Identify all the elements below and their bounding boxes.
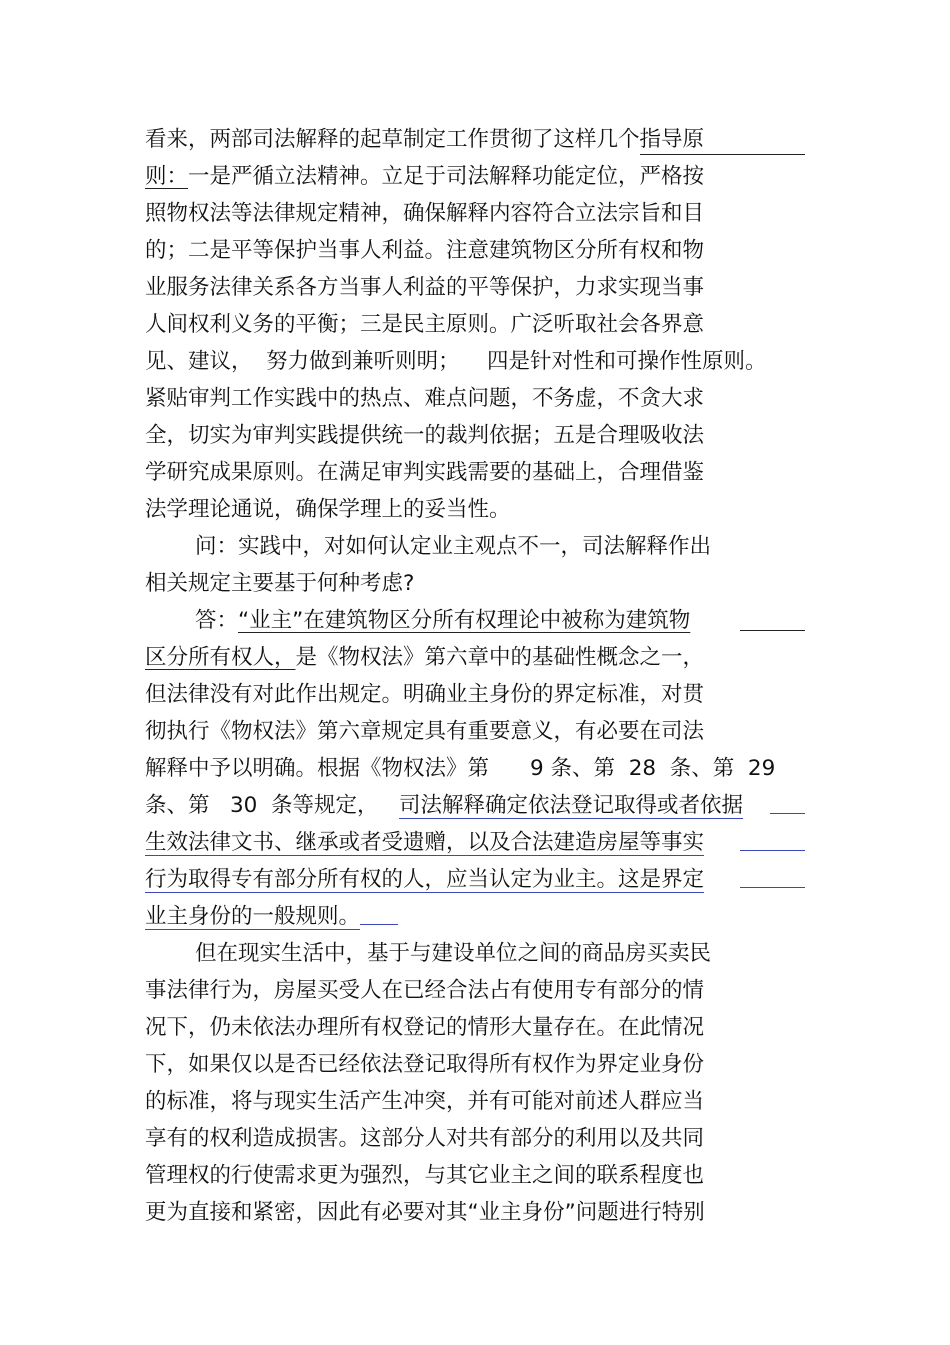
highlighted-text: 司法解释确定依法登记取得或者依据 — [399, 793, 744, 818]
highlighted-text: 业主身份的一般规则。 — [145, 904, 361, 929]
text-line: 人间权利义务的平衡；三是民主原则。广泛听取社会各界意 — [145, 312, 705, 337]
text-line: 但法律没有对此作出规定。明确业主身份的界定标准，对贯 — [145, 682, 705, 707]
text-line — [145, 828, 704, 858]
underline-rule — [740, 887, 805, 888]
text-line: 紧贴审判工作实践中的热点、难点问题，不务虚，不贪大求 — [145, 386, 705, 411]
text-line — [145, 791, 743, 821]
text-line: 全，切实为审判实践提供统一的裁判依据；五是合理吸收法 — [145, 423, 705, 448]
text-line: 下，如果仅以是否已经依法登记取得所有权作为界定业身份 — [145, 1052, 705, 1077]
highlighted-text: 行为取得专有部分所有权的人，应当认定为业主。这是界定 — [145, 867, 705, 892]
text-line: 照物权法等法律规定精神，确保解释内容符合立法宗旨和目 — [145, 201, 705, 226]
text-line: 的标准，将与现实生活产生冲突，并有可能对前述人群应当 — [145, 1089, 705, 1114]
text-line — [145, 902, 360, 932]
underline-rule — [640, 154, 805, 155]
underlined-text: 则： — [145, 164, 189, 189]
underline-rule — [770, 813, 805, 814]
text-line: 法学理论通说，确保学理上的妥当性。 — [145, 497, 511, 522]
text-span: 条、第 30 条等规定， — [145, 793, 400, 818]
text-line: 况下，仍未依法办理所有权登记的情形大量存在。在此情况 — [145, 1015, 705, 1040]
text-line: 享有的权利造成损害。这部分人对共有部分的利用以及共同 — [145, 1126, 705, 1151]
text-line: 彻执行《物权法》第六章规定具有重要意义，有必要在司法 — [145, 719, 705, 744]
text-line: 解释中予以明确。根据《物权法》第 9 条、第 28 条、第 29 — [145, 756, 776, 781]
text-line: 事法律行为，房屋买受人在已经合法占有使用专有部分的情 — [145, 978, 705, 1003]
text-line: 学研究成果原则。在满足审判实践需要的基础上，合理借鉴 — [145, 460, 705, 485]
answer-line — [195, 606, 690, 636]
text-line: 相关规定主要基于何种考虑? — [145, 571, 415, 596]
text-line: 的；二是平等保护当事人利益。注意建筑物区分所有权和物 — [145, 238, 705, 263]
underline-rule — [740, 850, 805, 851]
paragraph-start-line: 但在现实生活中，基于与建设单位之间的商品房买卖民 — [195, 941, 712, 966]
underline-rule — [740, 630, 805, 631]
text-span: 一是严循立法精神。立足于司法解释功能定位，严格按 — [188, 164, 705, 189]
answer-label: 答： — [195, 608, 239, 633]
text-line: 更为直接和紧密，因此有必要对其“业主身份”问题进行特别 — [145, 1200, 705, 1225]
text-line: 看来，两部司法解释的起草制定工作贯彻了这样几个指导原 — [145, 127, 705, 152]
underlined-text: “业主”在建筑物区分所有权理论中被称为建筑物 — [238, 608, 691, 633]
text-span: 是《物权法》第六章中的基础性概念之一， — [295, 645, 705, 670]
text-line: 业服务法律关系各方当事人利益的平等保护，力求实现当事 — [145, 275, 705, 300]
text-line — [145, 643, 704, 673]
underlined-text: 区分所有权人， — [145, 645, 296, 670]
question-line: 问：实践中，对如何认定业主观点不一，司法解释作出 — [195, 534, 712, 559]
text-line: 见、建议， 努力做到兼听则明； 四是针对性和可操作性原则。 — [145, 349, 767, 374]
underline-rule — [360, 924, 398, 925]
highlighted-text: 生效法律文书、继承或者受遗赠，以及合法建造房屋等事实 — [145, 830, 705, 855]
text-line: 管理权的行使需求更为强烈，与其它业主之间的联系程度也 — [145, 1163, 705, 1188]
text-line — [145, 865, 704, 895]
text-line — [145, 162, 704, 192]
